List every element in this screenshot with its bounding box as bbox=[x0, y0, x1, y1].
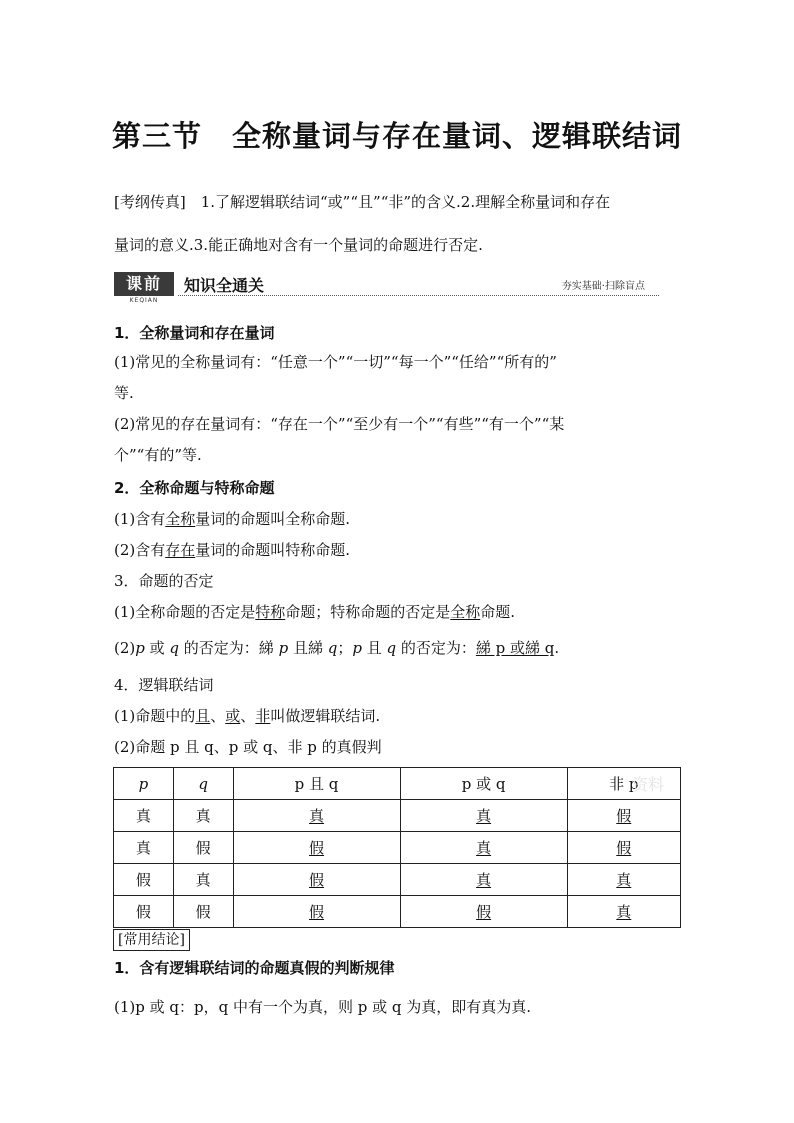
text: (2) bbox=[114, 639, 136, 657]
text: 的否定为：綈 bbox=[179, 639, 279, 657]
table-header: q bbox=[173, 768, 233, 800]
section-1-p2b: 个”“有的”等. bbox=[114, 446, 202, 464]
table-cell: 假 bbox=[173, 896, 233, 928]
text: 、 bbox=[240, 707, 256, 725]
table-cell: 假 bbox=[114, 896, 174, 928]
text: . bbox=[554, 639, 560, 657]
section-4-heading: 4．逻辑联结词 bbox=[114, 676, 214, 694]
answer-underline: 特称 bbox=[255, 603, 286, 621]
variable: p bbox=[278, 639, 289, 657]
table-cell: 真 bbox=[173, 864, 233, 896]
table-cell: 假 bbox=[233, 864, 400, 896]
text: 、 bbox=[210, 707, 226, 725]
banner-title: 知识全通关 bbox=[184, 276, 265, 295]
table-cell: 假 bbox=[114, 864, 174, 896]
table-cell: 真 bbox=[400, 832, 567, 864]
conclusion-p1: (1)p 或 q：p，q 中有一个为真，则 p 或 q 为真，即有真为真. bbox=[114, 998, 532, 1016]
table-row bbox=[114, 832, 681, 864]
text: 的否定为： bbox=[396, 639, 476, 657]
answer-underline: 非 bbox=[255, 707, 271, 725]
section-2-p1 bbox=[114, 509, 694, 529]
section-banner bbox=[114, 272, 659, 306]
text: 且 bbox=[361, 639, 387, 657]
banner-divider bbox=[178, 295, 659, 296]
banner-slogan: 夯实基础·扫除盲点 bbox=[561, 281, 645, 292]
table-cell: 真 bbox=[233, 800, 400, 832]
table-header: p 或 q bbox=[400, 768, 567, 800]
answer-underline: 綈 p 或綈 q bbox=[475, 639, 555, 657]
text: (2)含有 bbox=[114, 541, 166, 559]
table-cell: 假 bbox=[400, 896, 567, 928]
section-1-p1b: 等. bbox=[114, 384, 134, 402]
conclusion-heading: 1．含有逻辑联结词的命题真假的判断规律 bbox=[114, 959, 395, 977]
table-header: 非 p bbox=[567, 768, 680, 800]
section-3-p2 bbox=[114, 638, 694, 658]
section-1-p1a: (1)常见的全称量词有：“任意一个”“一切”“每一个”“任给”“所有的” bbox=[114, 353, 557, 371]
table-header: p 且 q bbox=[233, 768, 400, 800]
table-cell: 假 bbox=[173, 832, 233, 864]
table-cell: 真 bbox=[114, 832, 174, 864]
answer-underline: 全称 bbox=[165, 510, 196, 528]
text: (1)全称命题的否定是 bbox=[114, 603, 256, 621]
syllabus-line-1: [考纲传真] 1.了解逻辑联结词“或”“且”“非”的含义.2.理解全称量词和存在 bbox=[114, 193, 611, 211]
answer-underline: 全称 bbox=[450, 603, 481, 621]
table-cell: 假 bbox=[233, 832, 400, 864]
table-cell: 真 bbox=[400, 864, 567, 896]
table-cell: 假 bbox=[233, 896, 400, 928]
table-cell: 真 bbox=[567, 864, 680, 896]
table-row bbox=[114, 896, 681, 928]
section-2-p2 bbox=[114, 540, 694, 560]
variable: p bbox=[135, 639, 145, 657]
variable: q bbox=[386, 639, 397, 657]
answer-underline: 或 bbox=[225, 707, 241, 725]
section-3-heading: 3．命题的否定 bbox=[114, 572, 214, 590]
banner-badge-sub: KEQIAN bbox=[129, 297, 159, 304]
variable: q bbox=[169, 639, 180, 657]
variable: p bbox=[352, 639, 362, 657]
table-cell: 真 bbox=[567, 896, 680, 928]
banner-badge: 课前 bbox=[114, 272, 174, 296]
watermark-text: 资料 bbox=[632, 775, 665, 794]
text: 量词的命题叫特称命题. bbox=[195, 541, 351, 559]
table-cell: 真 bbox=[114, 800, 174, 832]
truth-table bbox=[113, 767, 681, 928]
text: (1)含有 bbox=[114, 510, 166, 528]
table-cell: 真 bbox=[400, 800, 567, 832]
answer-underline: 存在 bbox=[165, 541, 196, 559]
table-row bbox=[114, 800, 681, 832]
syllabus-line-2: 量词的意义.3.能正确地对含有一个量词的命题进行否定. bbox=[114, 236, 483, 254]
table-cell: 假 bbox=[567, 832, 680, 864]
section-1-heading: 1．全称量词和存在量词 bbox=[114, 324, 275, 342]
text: 量词的命题叫全称命题. bbox=[195, 510, 351, 528]
table-header: p bbox=[114, 768, 174, 800]
text: 命题；特称命题的否定是 bbox=[285, 603, 451, 621]
table-cell: 真 bbox=[173, 800, 233, 832]
table-cell: 假 bbox=[567, 800, 680, 832]
section-1-p2a: (2)常见的存在量词有：“存在一个”“至少有一个”“有些”“有一个”“某 bbox=[114, 415, 565, 433]
text: ； bbox=[337, 639, 353, 657]
variable: q bbox=[327, 639, 338, 657]
section-4-p1 bbox=[114, 706, 694, 726]
section-2-heading: 2．全称命题与特称命题 bbox=[114, 479, 275, 497]
text: 叫做逻辑联结词. bbox=[270, 707, 381, 725]
text: (1)命题中的 bbox=[114, 707, 196, 725]
page-title: 第三节 全称量词与存在量词、逻辑联结词 bbox=[111, 119, 682, 153]
conclusion-tag: [常用结论] bbox=[113, 929, 190, 951]
text: 或 bbox=[144, 639, 170, 657]
section-4-p2: (2)命题 p 且 q、p 或 q、非 p 的真假判 bbox=[114, 738, 382, 756]
text: 命题. bbox=[480, 603, 516, 621]
section-3-p1 bbox=[114, 602, 694, 622]
text: 且綈 bbox=[288, 639, 328, 657]
answer-underline: 且 bbox=[195, 707, 211, 725]
table-header-row bbox=[114, 768, 681, 800]
table-row bbox=[114, 864, 681, 896]
